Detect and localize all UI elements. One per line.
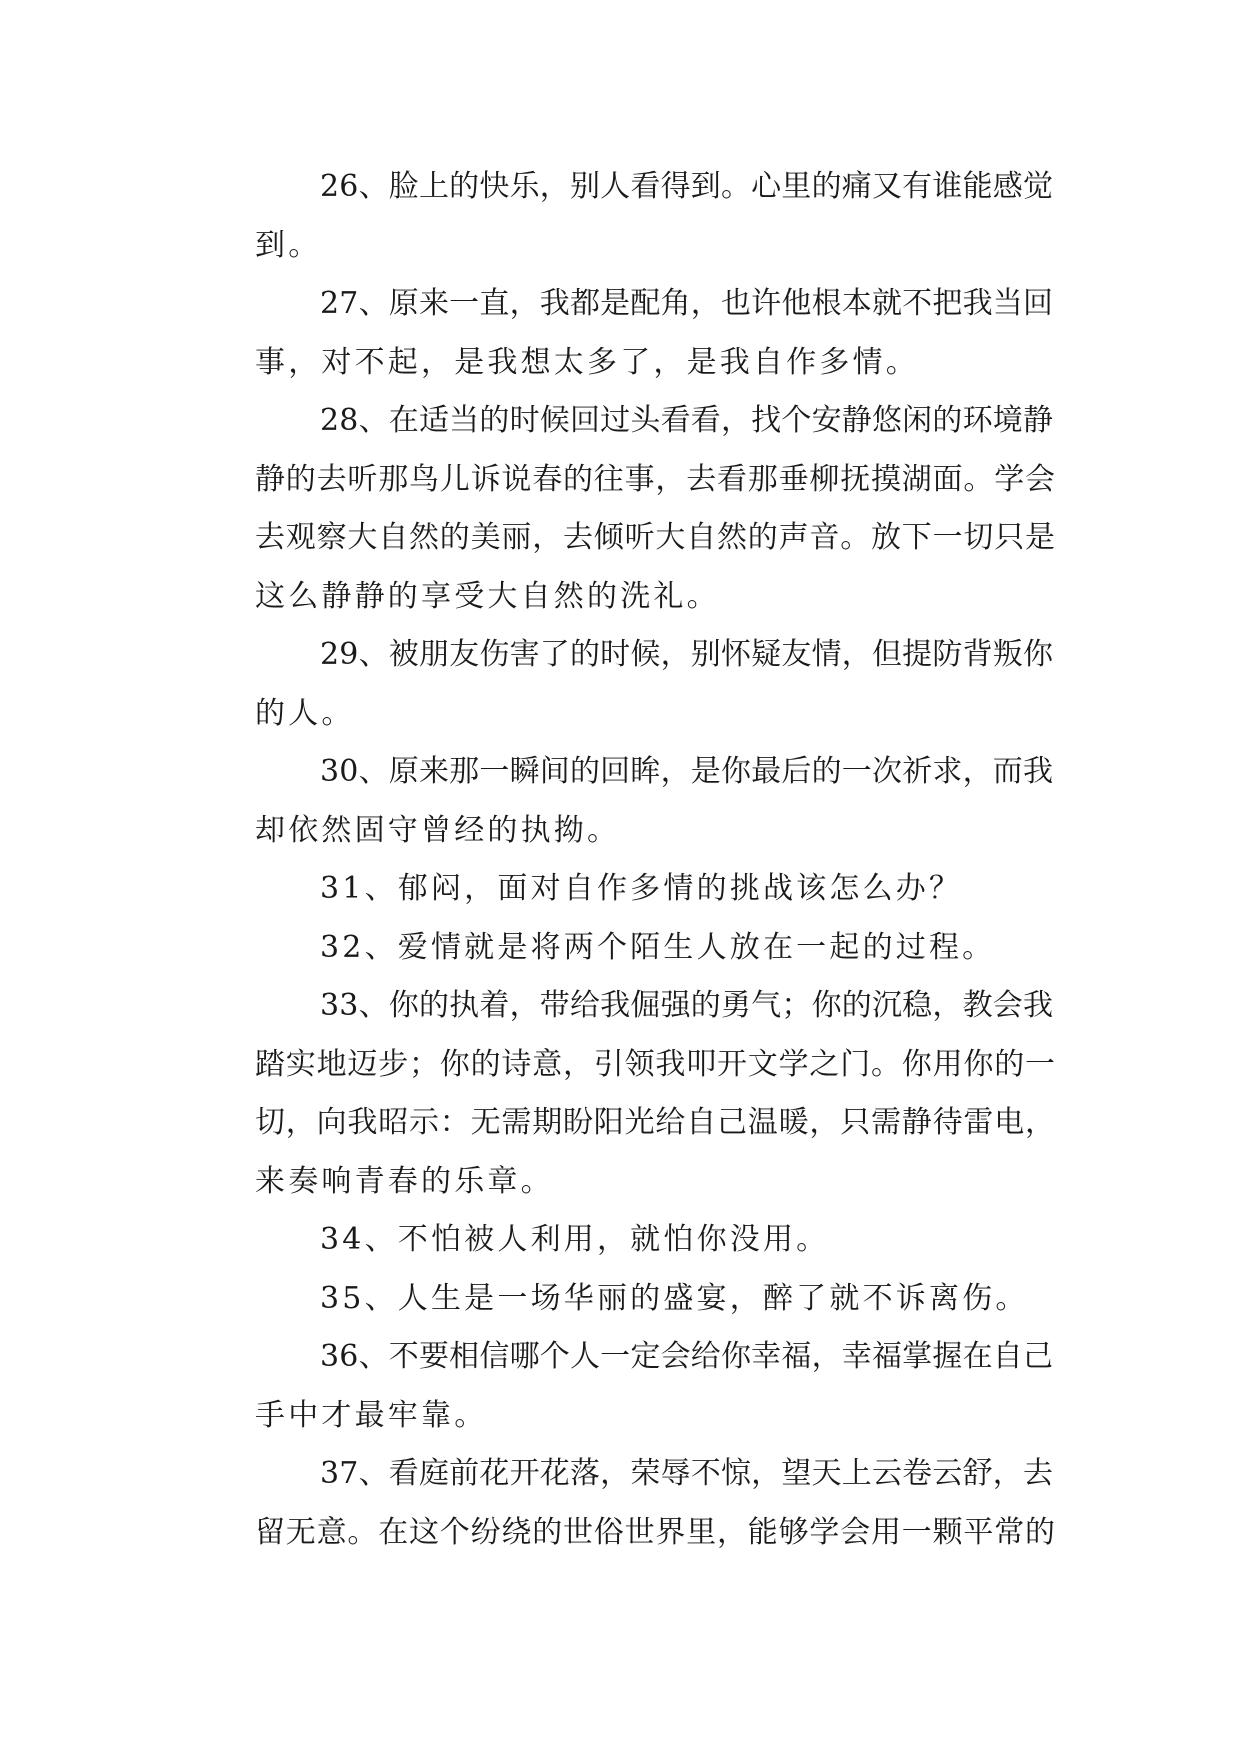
text-line: 30、原来那一瞬间的回眸，是你最后的一次祈求，而我 [320, 754, 1054, 789]
text-line: 34、不怕被人利用，就怕你没用。 [320, 1222, 830, 1257]
text-line: 27、原来一直，我都是配角，也许他根本就不把我当回 [320, 286, 1054, 321]
paragraph-28 [190, 392, 1056, 626]
text-line: 这么静静的享受大自然的洗礼。 [255, 578, 720, 614]
paragraph-37 [190, 1445, 1056, 1562]
text-line: 到。 [255, 227, 322, 263]
paragraph-27 [190, 275, 1056, 392]
text-line: 切，向我昭示：无需期盼阳光给自己温暖，只需静待雷电， [255, 1105, 1056, 1140]
text-line: 26、脸上的快乐，别人看得到。心里的痛又有谁能感觉 [320, 169, 1054, 204]
text-line: 去观察大自然的美丽，去倾听大自然的声音。放下一切只是 [255, 520, 1056, 555]
paragraph-36 [190, 1328, 1056, 1445]
paragraph-30 [190, 743, 1056, 860]
paragraph-26 [190, 158, 1056, 275]
document-body [190, 158, 1056, 1562]
paragraph-31 [190, 860, 1056, 919]
text-line: 29、被朋友伤害了的时候，别怀疑友情，但提防背叛你 [320, 637, 1054, 672]
text-line: 留无意。在这个纷绕的世俗世界里，能够学会用一颗平常的 [255, 1514, 1056, 1550]
text-line: 28、在适当的时候回过头看看，找个安静悠闲的环境静 [320, 403, 1054, 438]
paragraph-32 [190, 919, 1056, 978]
paragraph-35 [190, 1270, 1056, 1329]
text-line: 事，对不起，是我想太多了，是我自作多情。 [255, 344, 919, 380]
text-line: 手中才最牢靠。 [255, 1397, 488, 1433]
text-line: 踏实地迈步；你的诗意，引领我叩开文学之门。你用你的一 [255, 1046, 1056, 1082]
text-line: 37、看庭前花开花落，荣辱不惊，望天上云卷云舒，去 [320, 1456, 1054, 1491]
paragraph-29 [190, 626, 1056, 743]
text-line: 却依然固守曾经的执拗。 [255, 812, 621, 848]
text-line: 31、郁闷，面对自作多情的挑战该怎么办？ [320, 871, 963, 906]
text-line: 32、爱情就是将两个陌生人放在一起的过程。 [320, 929, 996, 965]
text-line: 来奏响青春的乐章。 [255, 1163, 554, 1199]
paragraph-34 [190, 1211, 1056, 1270]
paragraph-33 [190, 977, 1056, 1211]
text-line: 36、不要相信哪个人一定会给你幸福，幸福掌握在自己 [320, 1339, 1054, 1374]
text-line: 33、你的执着，带给我倔强的勇气；你的沉稳，教会我 [320, 988, 1054, 1023]
text-line: 的人。 [255, 695, 355, 731]
text-line: 静的去听那鸟儿诉说春的往事，去看那垂柳抚摸湖面。学会 [255, 461, 1056, 497]
text-line: 35、人生是一场华丽的盛宴，醉了就不诉离伤。 [320, 1280, 1029, 1316]
